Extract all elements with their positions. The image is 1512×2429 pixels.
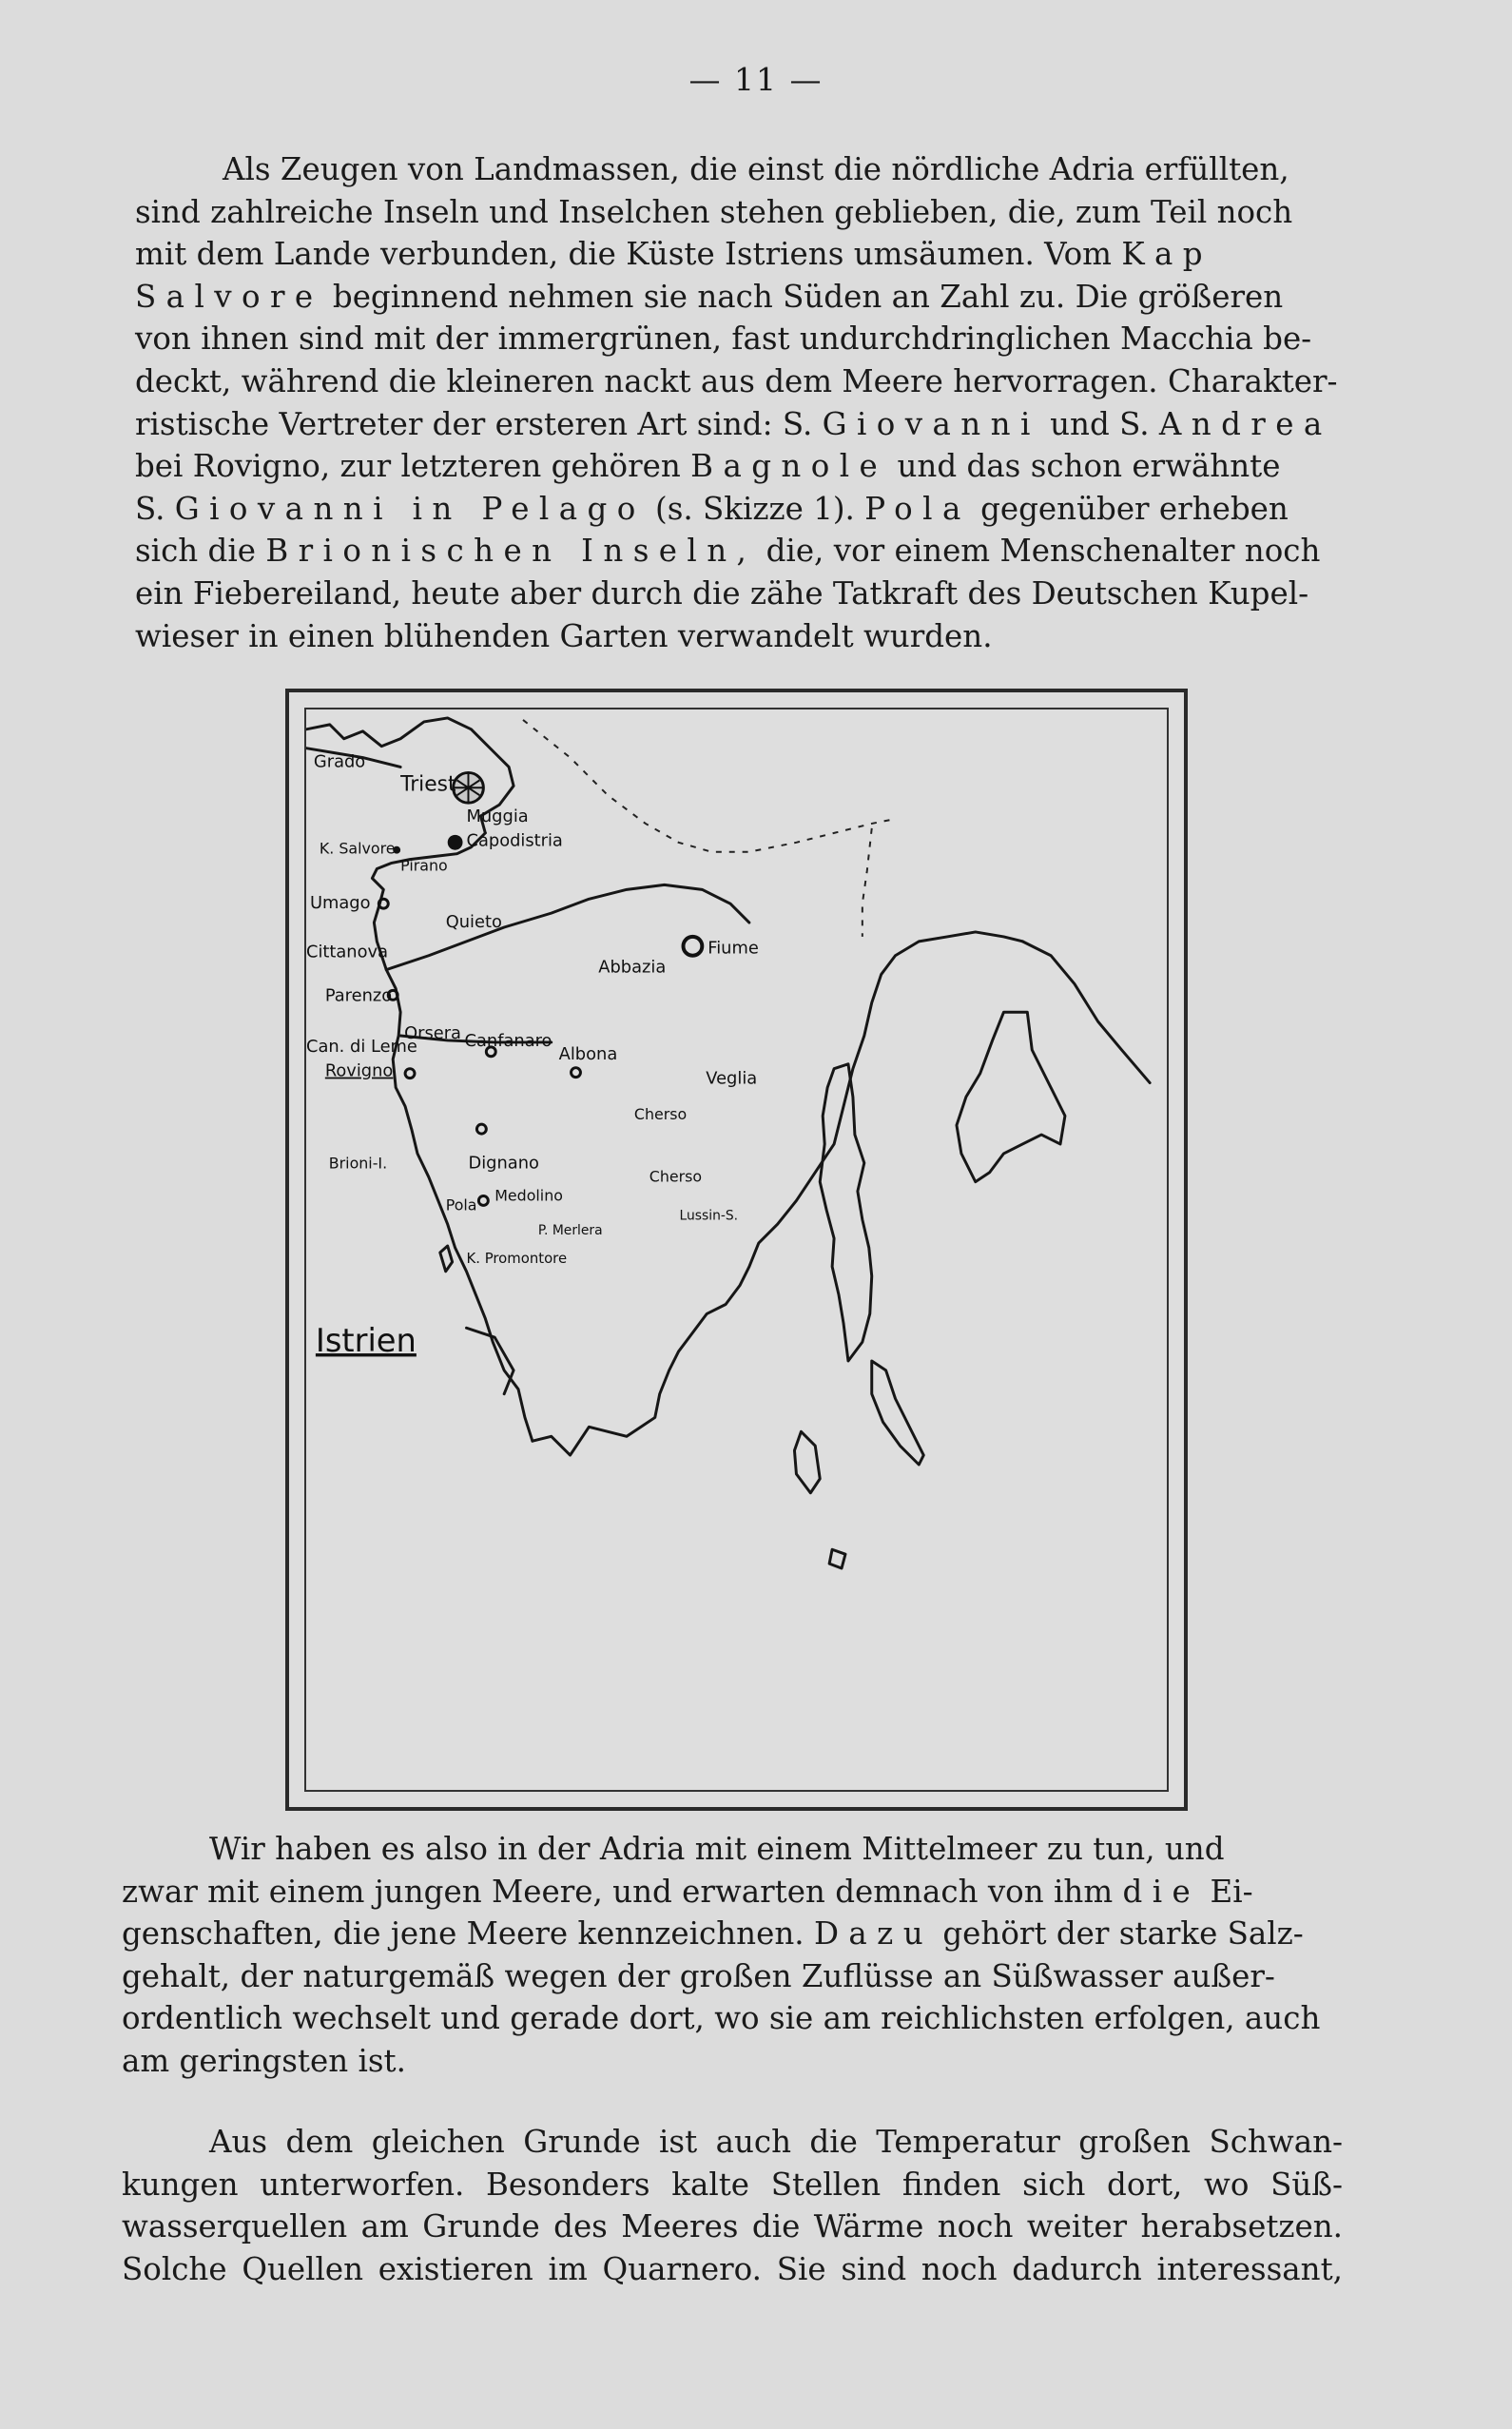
- map-label-fiume: Fiume: [708, 938, 759, 959]
- map-label-cherso-island: Cherso: [649, 1167, 703, 1186]
- line: genschaften, die jene Meere kennzeichnen. Dazu gehört der starke Salz-: [122, 1915, 1304, 1953]
- map-label-grado: Grado: [313, 751, 366, 772]
- island-small: [829, 1549, 845, 1568]
- albona-dot: [572, 1068, 581, 1078]
- boundary-east: [863, 828, 872, 937]
- dignano-dot: [476, 1124, 486, 1134]
- map-label-pirano: Pirano: [400, 856, 448, 875]
- line: ristische Vertreter der ersteren Art sind: S. Giovanni und S. Andrea: [135, 405, 1332, 442]
- map-label-albona: Albona: [558, 1043, 618, 1064]
- map-label-dignano: Dignano: [468, 1153, 539, 1174]
- capodistria-dot: [448, 835, 463, 850]
- map-label-umago: Umago: [309, 893, 371, 914]
- map-label-cherso-town: Cherso: [633, 1105, 688, 1124]
- paragraph-2: [122, 1828, 1343, 2083]
- map-label-rovigno: Rovigno: [324, 1060, 394, 1081]
- line: gehalt, der naturgemäß wegen der großen Zuflüsse an Süßwasser außer-: [122, 1957, 1275, 1994]
- line: S. Giovanni in Pelago (s. Skizze 1). Pola gegenüber erheben: [135, 490, 1289, 527]
- map-figure: [285, 689, 1188, 1811]
- line: bei Rovigno, zur letzteren gehören Bagnole und das schon erwähnte: [135, 448, 1281, 485]
- map-label-orsera: Orsera: [404, 1022, 461, 1043]
- map-label-pola: Pola: [445, 1195, 477, 1214]
- paragraph-1: [135, 148, 1343, 657]
- island-lussin: [872, 1361, 924, 1465]
- line: Wir haben es also in der Adria mit einem Mittelmeer zu tun, und: [209, 1831, 1225, 1867]
- map-label-canal-di-leme: Can. di Leme: [306, 1036, 417, 1057]
- boundary-northeast: [523, 720, 896, 852]
- map-label-cittanova: Cittanova: [306, 942, 388, 962]
- triest-mark: [454, 772, 484, 803]
- line: Solche Quellen existieren im Quarnero. Sie sind noch dadurch interessant,: [122, 2250, 1343, 2287]
- paragraph-3: [122, 2121, 1343, 2290]
- line: ordentlich wechselt und gerade dort, wo sie am reichlichsten erfolgen, auch: [122, 2000, 1321, 2037]
- page-number: — 11 —: [688, 61, 824, 98]
- rovigno-dot: [405, 1069, 415, 1078]
- map-label-veglia: Veglia: [706, 1068, 758, 1089]
- line: Salvore beginnend nehmen sie nach Süden an Zahl zu. Die größeren: [135, 278, 1284, 315]
- line: Aus dem gleichen Grunde ist auch die Temperatur großen Schwan-: [209, 2124, 1343, 2160]
- line: kungen unterworfen. Besonders kalte Stellen finden sich dort, wo Süß-: [122, 2166, 1343, 2203]
- map-label-lussin: Lussin-S.: [679, 1208, 739, 1224]
- map-label-parenzo: Parenzo: [324, 985, 393, 1006]
- map-sketch: [306, 709, 1167, 1790]
- island-brioni: [440, 1246, 453, 1272]
- map-inner-border: [304, 708, 1169, 1792]
- line: zwar mit einem jungen Meere, und erwarten demnach von ihm die Ei-: [122, 1873, 1253, 1910]
- line: mit dem Lande verbunden, die Küste Istriens umsäumen. Vom Kap: [135, 236, 1212, 273]
- map-label-capodistria: Capodistria: [466, 830, 563, 851]
- map-label-muggia: Muggia: [466, 806, 529, 826]
- fiume-dot: [683, 937, 702, 956]
- line: deckt, während die kleineren nackt aus dem Meere hervorragen. Charakter-: [135, 362, 1338, 399]
- island-veglia: [957, 1012, 1065, 1181]
- map-label-promontore: K. Promontore: [466, 1249, 568, 1267]
- map-label-triest: Triest: [400, 772, 456, 797]
- map-label-salvore: K. Salvore: [319, 839, 396, 858]
- island-lussin-south: [794, 1431, 820, 1492]
- line: sind zahlreiche Inseln und Inselchen stehen geblieben, die, zum Teil noch: [135, 193, 1293, 230]
- pola-dot: [478, 1195, 488, 1205]
- line: ein Fiebereiland, heute aber durch die zähe Tatkraft des Deutschen Kupel-: [135, 574, 1309, 612]
- map-label-merlera: P. Merlera: [537, 1223, 603, 1239]
- map-label-abbazia: Abbazia: [598, 957, 667, 978]
- map-label-medolino: Medolino: [494, 1186, 563, 1205]
- map-label-canfanaro: Canfanaro: [464, 1030, 552, 1051]
- line: sich die Brionischen Inseln, die, vor einem Menschenalter noch: [135, 533, 1321, 570]
- coastline-fiume-east: [1022, 942, 1150, 1083]
- map-label-brioni: Brioni-I.: [328, 1154, 388, 1173]
- map-title: Istrien: [315, 1322, 417, 1360]
- coastline-south: [533, 932, 1022, 1455]
- line: von ihnen sind mit der immergrünen, fast undurchdringlichen Macchia be-: [135, 321, 1312, 358]
- line: am geringsten ist.: [122, 2042, 406, 2079]
- island-cherso: [820, 1064, 872, 1361]
- line: wasserquellen am Grunde des Meeres die Wärme noch weiter herabsetzen.: [122, 2208, 1343, 2245]
- line: wieser in einen blühenden Garten verwandelt wurden.: [135, 617, 993, 654]
- line: Als Zeugen von Landmassen, die einst die nördliche Adria erfüllten,: [223, 151, 1289, 187]
- map-label-quieto: Quieto: [445, 911, 502, 932]
